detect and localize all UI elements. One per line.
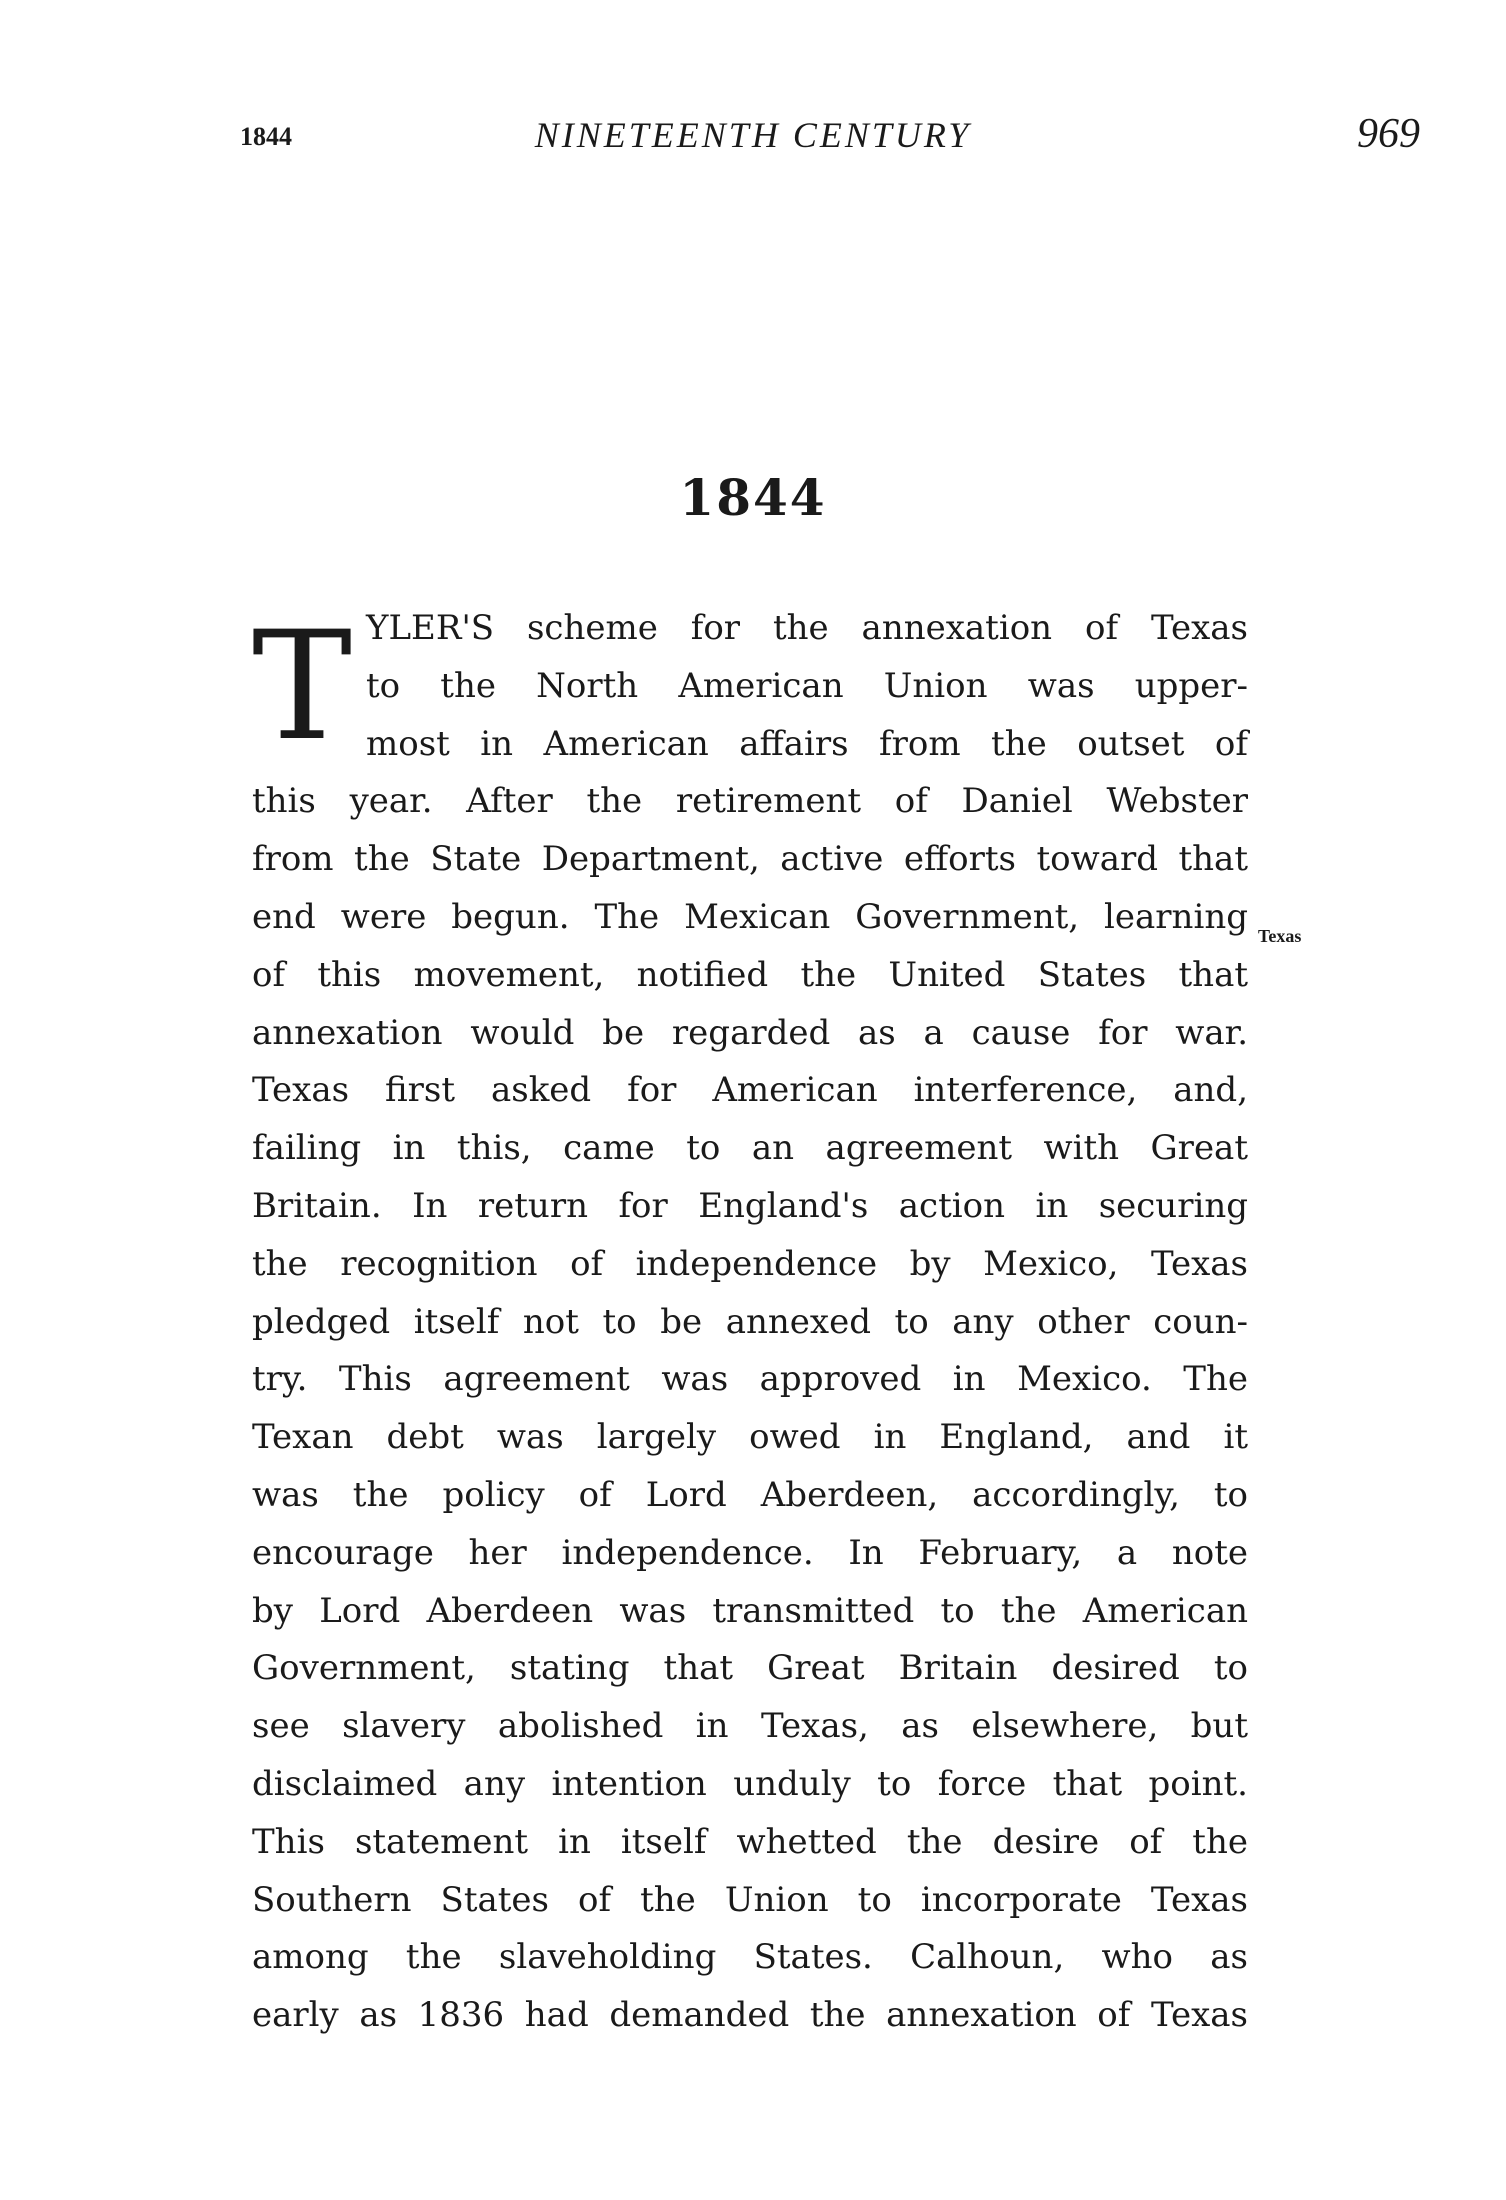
text-line: disclaimed any intention unduly to force that point. [252,1763,1248,1804]
text-line: pledged itself not to be annexed to any other coun- [252,1301,1248,1342]
text-line: Government, stating that Great Britain desired to [252,1648,1248,1689]
text-line: This statement in itself whetted the desire of the [252,1821,1248,1862]
text-line: the recognition of independence by Mexico, Texas [252,1243,1248,1284]
text-line: by Lord Aberdeen was transmitted to the American [252,1590,1248,1631]
body-text [252,600,1248,2045]
running-head-title: NINETEENTH CENTURY [534,115,972,155]
text-line: among the slaveholding States. Calhoun, who as [252,1937,1248,1978]
running-head-year: 1844 [240,122,292,151]
text-line: Britain. In return for England's action in securing [252,1185,1248,1226]
chapter-heading-year: 1844 [679,468,827,527]
text-line: failing in this, came to an agreement with Great [252,1128,1248,1169]
text-line: early as 1836 had demanded the annexation of Texas [252,1995,1248,2036]
text-line: Texas first asked for American interference, and, [252,1070,1248,1111]
marginal-note: Texas [1258,926,1302,946]
drop-cap-initial: T [252,600,353,774]
text-line: of this movement, notified the United States that [252,954,1248,995]
text-line: to the North American Union was upper- [366,665,1248,706]
text-line: end were begun. The Mexican Government, learning [252,896,1248,937]
text-line: try. This agreement was approved in Mexico. The [252,1359,1248,1400]
text-line: from the State Department, active efforts toward that [252,839,1248,880]
text-line: encourage her independence. In February, a note [252,1532,1248,1573]
running-head [0,108,1506,168]
text-line: this year. After the retirement of Daniel Webster [252,781,1248,822]
text-line: most in American affairs from the outset of [366,723,1248,764]
text-line: Southern States of the Union to incorporate Texas [252,1879,1248,1920]
text-line: annexation would be regarded as a cause for war. [252,1012,1248,1053]
text-line: was the policy of Lord Aberdeen, accordingly, to [252,1474,1248,1515]
text-line: YLER'S scheme for the annexation of Texas [366,608,1248,648]
page-number: 969 [1357,111,1420,157]
text-line: Texan debt was largely owed in England, and it [252,1417,1248,1458]
text-line: see slavery abolished in Texas, as elsewhere, but [252,1706,1248,1747]
